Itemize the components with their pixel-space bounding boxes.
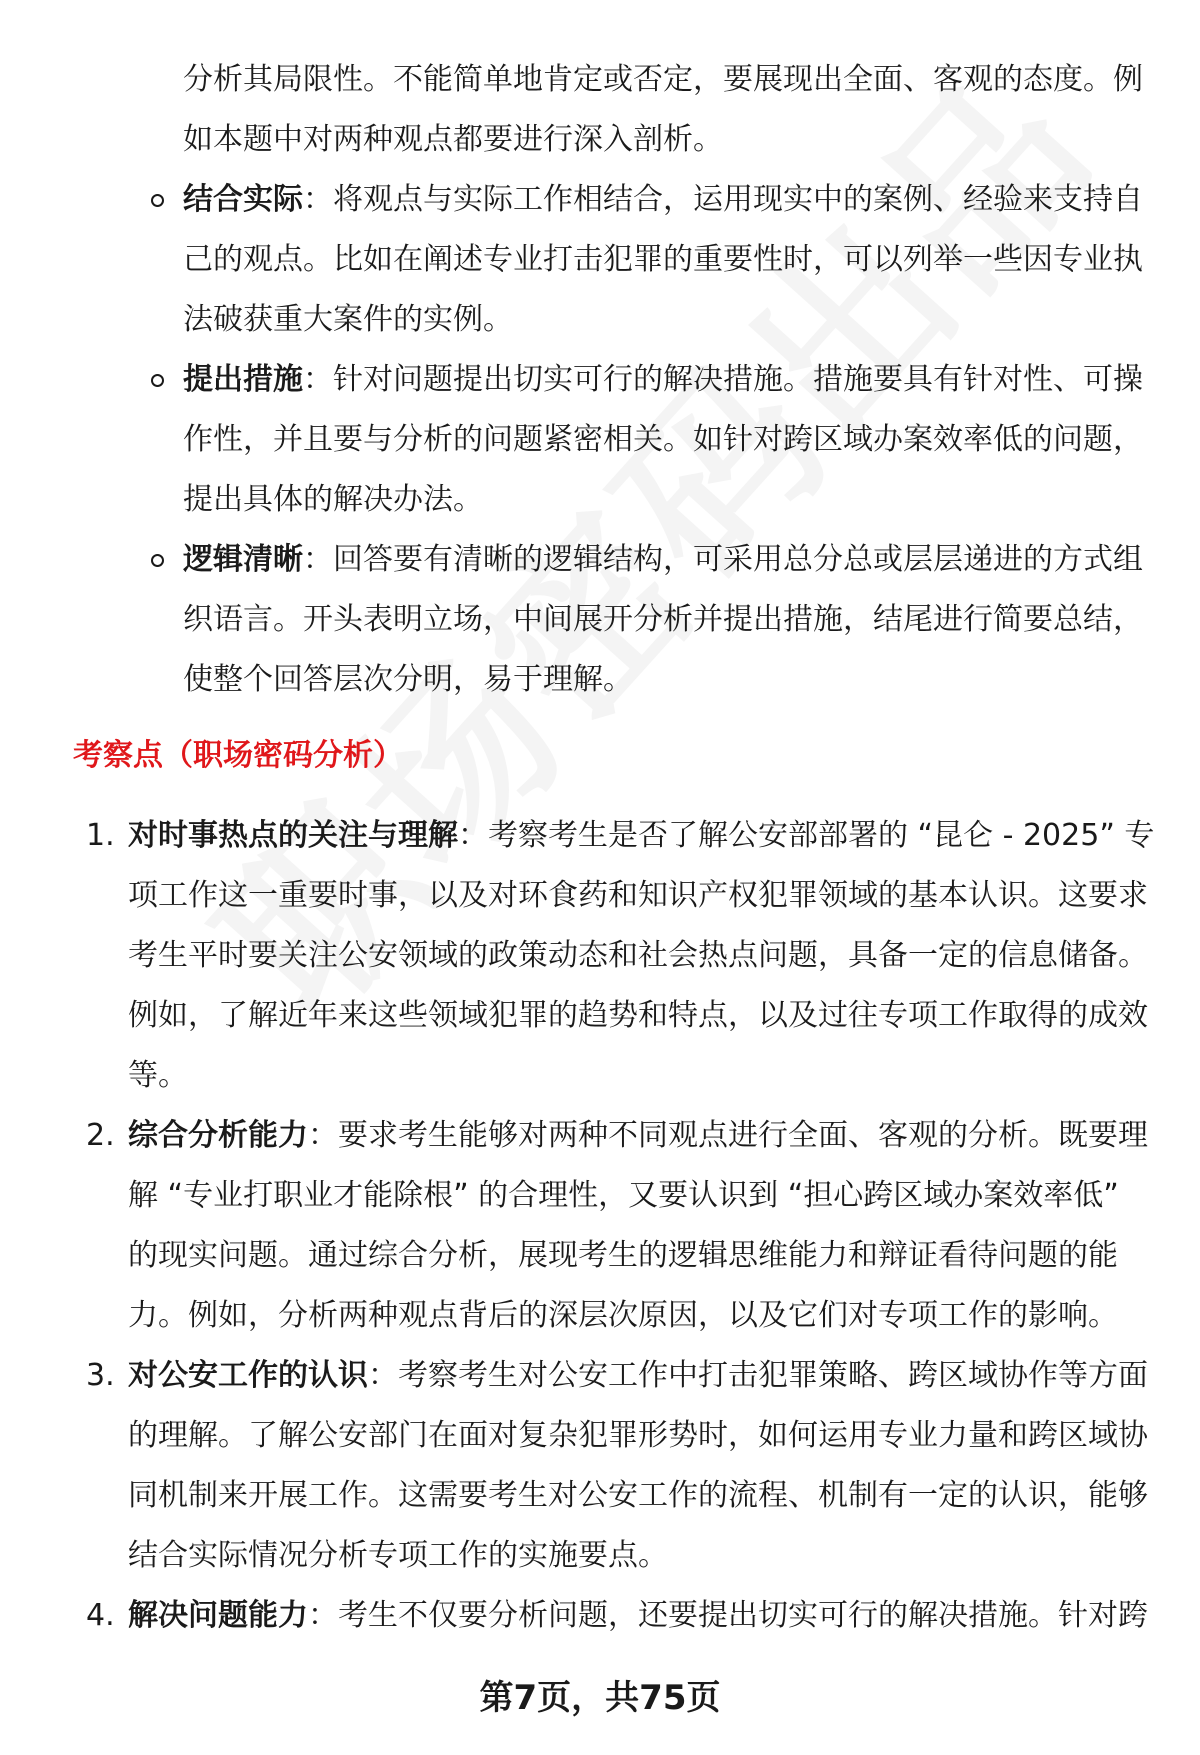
bullet-text: ：回答要有清晰的逻辑结构，可采用总分总或层层递进的方式组织语言。开头表明立场，中间展开分析并提出措施，结尾进行简要总结，使整个回答层次分明，易于理解。 bbox=[183, 542, 1143, 697]
section-heading: 考察点（职场密码分析） bbox=[73, 738, 403, 773]
item-text: ：考生不仅要分析问题，还要提出切实可行的解决措施。针对跨 bbox=[308, 1598, 1148, 1633]
list-item bbox=[0, 170, 1143, 350]
numbered-item bbox=[0, 806, 1158, 1106]
numbered-item bbox=[0, 1346, 1158, 1586]
continuation-text: 分析其局限性。不能简单地肯定或否定，要展现出全面、客观的态度。例如本题中对两种观点都要进行深入剖析。 bbox=[183, 62, 1143, 157]
hollow-bullet-icon bbox=[151, 554, 164, 567]
numbered-item bbox=[0, 1106, 1158, 1346]
bullet-text: ：针对问题提出切实可行的解决措施。措施要具有针对性、可操作性，并且要与分析的问题紧密相关。如针对跨区域办案效率低的问题，提出具体的解决办法。 bbox=[183, 362, 1143, 517]
page-number: 第7页，共75页 bbox=[479, 1678, 721, 1718]
list-item bbox=[0, 350, 1143, 530]
item-text: ：要求考生能够对两种不同观点进行全面、客观的分析。既要理解 “专业打职业才能除根” 的合理性，又要认识到 “担心跨区域办案效率低” 的现实问题。通过综合分析，展现考生的逻辑思维能力和辩证看待问题的能力。例如，分析两种观点背后的深层次原因，以及它们对专项工作的影响。 bbox=[128, 1118, 1148, 1333]
bullet-text: ：将观点与实际工作相结合，运用现实中的案例、经验来支持自己的观点。比如在阐述专业打击犯罪的重要性时，可以列举一些因专业执法破获重大案件的实例。 bbox=[183, 182, 1143, 337]
hollow-bullet-icon bbox=[151, 374, 164, 387]
bullet-term: 提出措施 bbox=[183, 362, 303, 397]
bullet-term: 结合实际 bbox=[183, 182, 303, 217]
item-number: 2. bbox=[86, 1118, 115, 1153]
item-term: 综合分析能力 bbox=[128, 1118, 308, 1153]
item-number: 1. bbox=[86, 818, 115, 853]
item-term: 对时事热点的关注与理解 bbox=[128, 818, 458, 853]
bullet-term: 逻辑清晰 bbox=[183, 542, 303, 577]
item-text: ：考察考生对公安工作中打击犯罪策略、跨区域协作等方面的理解。了解公安部门在面对复杂犯罪形势时，如何运用专业力量和跨区域协同机制来开展工作。这需要考生对公安工作的流程、机制有一定的认识，能够结合实际情况分析专项工作的实施要点。 bbox=[128, 1358, 1148, 1573]
numbered-list bbox=[0, 806, 1200, 1646]
numbered-item bbox=[0, 1586, 1158, 1646]
item-term: 对公安工作的认识 bbox=[128, 1358, 368, 1393]
list-item bbox=[0, 530, 1143, 710]
item-number: 4. bbox=[86, 1598, 115, 1633]
bullet-list bbox=[0, 50, 1200, 710]
hollow-bullet-icon bbox=[151, 194, 164, 207]
item-text: ：考察考生是否了解公安部部署的 “昆仑 - 2025” 专项工作这一重要时事，以及对环食药和知识产权犯罪领域的基本认识。这要求考生平时要关注公安领域的政策动态和社会热点问题，具备一定的信息储备。例如，了解近年来这些领域犯罪的趋势和特点，以及过往专项工作取得的成效等。 bbox=[128, 818, 1155, 1093]
item-number: 3. bbox=[86, 1358, 115, 1393]
item-term: 解决问题能力 bbox=[128, 1598, 308, 1633]
continuation-paragraph bbox=[0, 50, 1143, 170]
